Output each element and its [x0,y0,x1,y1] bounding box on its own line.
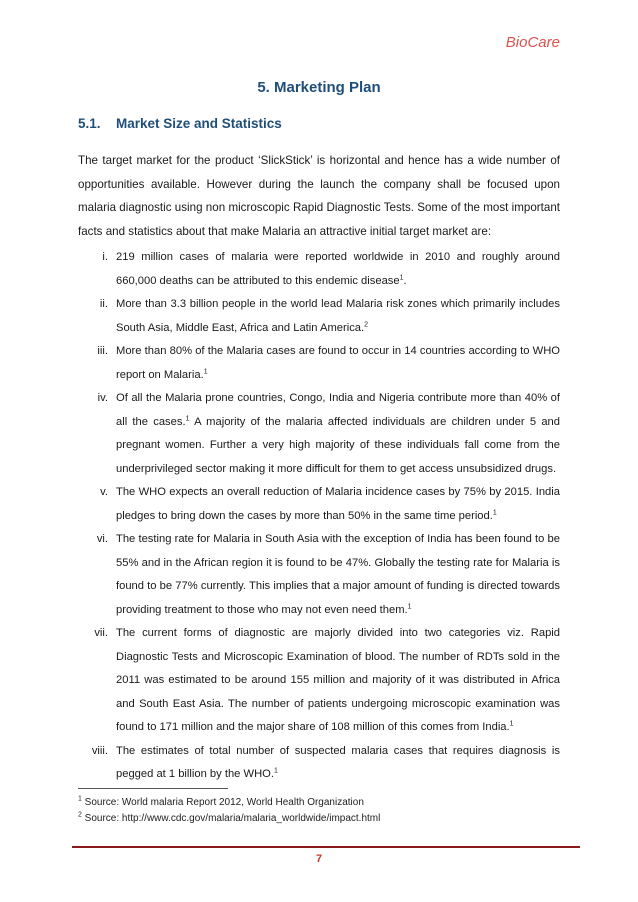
item-number: iii. [97,345,108,357]
list-item [78,528,560,622]
footnote-ref: 2 [364,320,369,328]
intro-paragraph: The target market for the product ‘SlickStick’ is horizontal and hence has a wide number of opportunities available. However during the launch the company shall be focused upon malaria diagnostic using non microscopic Rapid Diagnostic Tests. Some of the most important facts and statistics about that make Malaria an attractive initial target market are: [78,154,560,238]
item-number: vi. [96,533,108,545]
item-number: iv. [97,392,108,404]
item-number: i. [102,251,108,263]
item-number: ii. [99,298,108,310]
footer-rule [72,846,580,848]
footnote-ref: 1 [185,414,190,422]
item-text: The testing rate for Malaria in South Asia with the exception of India has been found to be 55% and in the African region it is found to be 47%. Globally the testing rate for Malaria is found to be 77% currently. This implies that a major amount of funding is directed towards providing treatment to those who may not even need them. [116,533,560,616]
footnote-text: Source: World malaria Report 2012, World Health Organization [81,797,364,808]
footnote [78,813,380,824]
footnote-ref: 1 [407,602,412,610]
list-item [78,387,560,481]
footnote-number: 2 [78,811,82,819]
item-text: The WHO expects an overall reduction of Malaria incidence cases by 75% by 2015. India pledges to bring down the cases by more than 50% in the same time period. [116,486,560,522]
list-item [78,246,560,293]
item-text-after: A majority of the malaria affected individuals are children under 5 and pregnant women. Further a very high majority of these individuals fall come from the underprivileged sector making it more difficult for them to get access unsubsidized drugs. [116,415,560,475]
list-item [78,740,560,787]
footnote-ref: 1 [399,273,404,281]
item-number: viii. [91,744,108,757]
item-text: The current forms of diagnostic are majorly divided into two categories viz. Rapid Diagnostic Tests and Microscopic Examination of blood. The number of RDTs sold in the 2011 was estimated to be around 155 million and majority of it was distributed in Africa and South East Asia. The number of patients undergoing microscopic examination was found to 171 million and the major share of 108 million of this comes from India. [116,627,560,733]
item-text: The estimates of total number of suspected malaria cases that requires diagnosis is pegged at 1 billion by the WHO. [116,744,560,780]
subsection-title: Market Size and Statistics [116,116,282,131]
page-number: 7 [315,853,323,865]
brand-name: BioCare [505,34,560,51]
footnote-ref: 1 [273,767,278,775]
footnote-ref: 1 [509,720,514,728]
footnote-text: Source: http://www.cdc.gov/malaria/malaria_worldwide/impact.html [81,813,381,824]
footnote-ref: 1 [492,508,497,516]
section-title: 5. Marketing Plan [257,79,381,96]
list-item [78,293,560,340]
item-text: More than 80% of the Malaria cases are found to occur in 14 countries according to WHO report on Malaria. [116,345,560,381]
footnote-ref: 1 [203,367,208,375]
item-text: 219 million cases of malaria were reported worldwide in 2010 and roughly around 660,000 deaths can be attributed to this endemic disease [116,251,560,287]
list-item [78,622,560,740]
item-text: More than 3.3 billion people in the world lead Malaria risk zones which primarily includes South Asia, Middle East, Africa and Latin America. [116,298,560,334]
facts-list [78,246,560,787]
subsection-heading [78,116,282,131]
list-item [78,481,560,528]
subsection-number: 5.1. [78,116,101,131]
item-number: v. [100,486,108,498]
footnote [78,797,364,808]
item-text-after: . [403,274,407,287]
footnote-number: 1 [78,795,82,803]
item-number: vii. [94,627,108,639]
list-item [78,340,560,387]
item-text: Of all the Malaria prone countries, Congo, India and Nigeria contribute more than 40% of all the cases. [116,392,560,428]
footnote-divider [78,788,228,789]
